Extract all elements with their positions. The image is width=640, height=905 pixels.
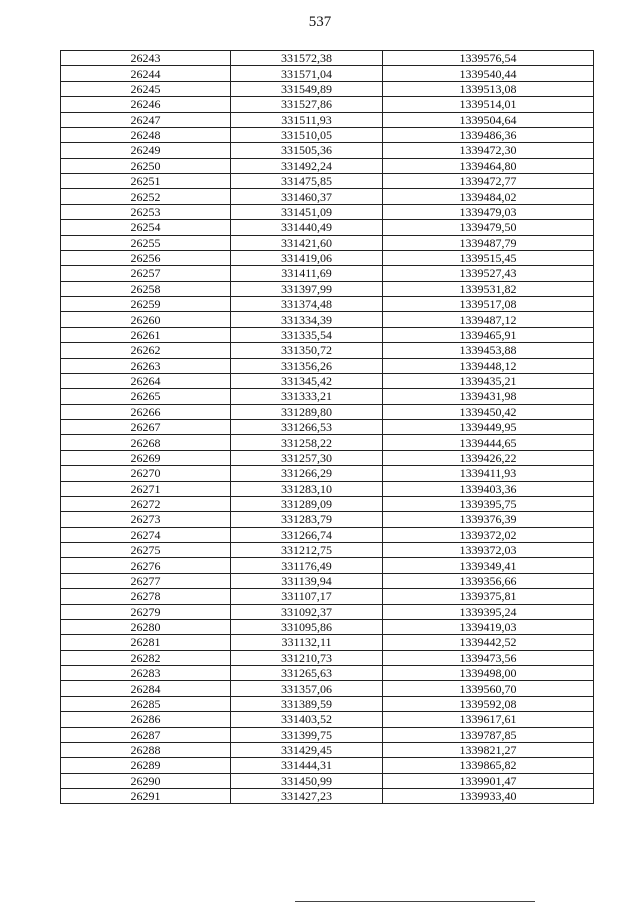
point-number-cell: 26274	[61, 527, 231, 542]
y-coordinate-cell: 1339395,75	[383, 496, 594, 511]
table-row	[61, 527, 594, 542]
x-coordinate-cell: 331335,54	[231, 327, 383, 342]
point-number-cell: 26291	[61, 789, 231, 804]
y-coordinate-cell: 1339517,08	[383, 297, 594, 312]
point-number-cell: 26275	[61, 543, 231, 558]
y-coordinate-cell: 1339426,22	[383, 450, 594, 465]
point-number-cell: 26271	[61, 481, 231, 496]
point-number-cell: 26250	[61, 158, 231, 173]
table-row	[61, 220, 594, 235]
table-row	[61, 635, 594, 650]
x-coordinate-cell: 331527,86	[231, 97, 383, 112]
point-number-cell: 26244	[61, 66, 231, 81]
point-number-cell: 26249	[61, 143, 231, 158]
table-row	[61, 450, 594, 465]
y-coordinate-cell: 1339403,36	[383, 481, 594, 496]
table-row	[61, 773, 594, 788]
table-row	[61, 420, 594, 435]
point-number-cell: 26290	[61, 773, 231, 788]
y-coordinate-cell: 1339472,77	[383, 174, 594, 189]
x-coordinate-cell: 331266,53	[231, 420, 383, 435]
point-number-cell: 26282	[61, 650, 231, 665]
point-number-cell: 26247	[61, 112, 231, 127]
x-coordinate-cell: 331510,05	[231, 127, 383, 142]
point-number-cell: 26281	[61, 635, 231, 650]
x-coordinate-cell: 331429,45	[231, 742, 383, 757]
y-coordinate-cell: 1339395,24	[383, 604, 594, 619]
y-coordinate-cell: 1339372,02	[383, 527, 594, 542]
y-coordinate-cell: 1339448,12	[383, 358, 594, 373]
y-coordinate-cell: 1339479,03	[383, 204, 594, 219]
x-coordinate-cell: 331511,93	[231, 112, 383, 127]
table-row	[61, 727, 594, 742]
x-coordinate-cell: 331095,86	[231, 619, 383, 634]
table-row	[61, 281, 594, 296]
y-coordinate-cell: 1339450,42	[383, 404, 594, 419]
table-row	[61, 66, 594, 81]
table-row	[61, 573, 594, 588]
table-row	[61, 604, 594, 619]
y-coordinate-cell: 1339540,44	[383, 66, 594, 81]
y-coordinate-cell: 1339449,95	[383, 420, 594, 435]
table-row	[61, 789, 594, 804]
y-coordinate-cell: 1339356,66	[383, 573, 594, 588]
point-number-cell: 26289	[61, 758, 231, 773]
table-row	[61, 81, 594, 96]
point-number-cell: 26265	[61, 389, 231, 404]
point-number-cell: 26255	[61, 235, 231, 250]
table-row	[61, 189, 594, 204]
y-coordinate-cell: 1339821,27	[383, 742, 594, 757]
x-coordinate-cell: 331289,09	[231, 496, 383, 511]
y-coordinate-cell: 1339487,12	[383, 312, 594, 327]
y-coordinate-cell: 1339372,03	[383, 543, 594, 558]
table-row	[61, 712, 594, 727]
table-row	[61, 297, 594, 312]
x-coordinate-cell: 331571,04	[231, 66, 383, 81]
x-coordinate-cell: 331210,73	[231, 650, 383, 665]
y-coordinate-cell: 1339560,70	[383, 681, 594, 696]
point-number-cell: 26276	[61, 558, 231, 573]
point-number-cell: 26254	[61, 220, 231, 235]
point-number-cell: 26248	[61, 127, 231, 142]
x-coordinate-cell: 331266,74	[231, 527, 383, 542]
table-row	[61, 558, 594, 573]
point-number-cell: 26268	[61, 435, 231, 450]
y-coordinate-cell: 1339531,82	[383, 281, 594, 296]
x-coordinate-cell: 331450,99	[231, 773, 383, 788]
x-coordinate-cell: 331419,06	[231, 250, 383, 265]
table-row	[61, 696, 594, 711]
table-row	[61, 112, 594, 127]
point-number-cell: 26278	[61, 589, 231, 604]
y-coordinate-cell: 1339487,79	[383, 235, 594, 250]
x-coordinate-cell: 331451,09	[231, 204, 383, 219]
x-coordinate-cell: 331258,22	[231, 435, 383, 450]
table-row	[61, 758, 594, 773]
x-coordinate-cell: 331334,39	[231, 312, 383, 327]
point-number-cell: 26287	[61, 727, 231, 742]
point-number-cell: 26261	[61, 327, 231, 342]
table-row	[61, 650, 594, 665]
x-coordinate-cell: 331357,06	[231, 681, 383, 696]
point-number-cell: 26246	[61, 97, 231, 112]
y-coordinate-cell: 1339514,01	[383, 97, 594, 112]
x-coordinate-cell: 331266,29	[231, 466, 383, 481]
table-row	[61, 666, 594, 681]
table-row	[61, 373, 594, 388]
point-number-cell: 26263	[61, 358, 231, 373]
x-coordinate-cell: 331427,23	[231, 789, 383, 804]
y-coordinate-cell: 1339901,47	[383, 773, 594, 788]
table-row	[61, 435, 594, 450]
table-row	[61, 589, 594, 604]
x-coordinate-cell: 331411,69	[231, 266, 383, 281]
x-coordinate-cell: 331505,36	[231, 143, 383, 158]
point-number-cell: 26279	[61, 604, 231, 619]
y-coordinate-cell: 1339464,80	[383, 158, 594, 173]
table-row	[61, 143, 594, 158]
point-number-cell: 26256	[61, 250, 231, 265]
point-number-cell: 26283	[61, 666, 231, 681]
x-coordinate-cell: 331389,59	[231, 696, 383, 711]
table-row	[61, 250, 594, 265]
table-row	[61, 619, 594, 634]
x-coordinate-cell: 331350,72	[231, 343, 383, 358]
table-row	[61, 358, 594, 373]
table-row	[61, 158, 594, 173]
y-coordinate-cell: 1339444,65	[383, 435, 594, 450]
point-number-cell: 26285	[61, 696, 231, 711]
x-coordinate-cell: 331283,79	[231, 512, 383, 527]
y-coordinate-cell: 1339479,50	[383, 220, 594, 235]
table-row	[61, 343, 594, 358]
y-coordinate-cell: 1339484,02	[383, 189, 594, 204]
point-number-cell: 26288	[61, 742, 231, 757]
x-coordinate-cell: 331460,37	[231, 189, 383, 204]
x-coordinate-cell: 331440,49	[231, 220, 383, 235]
table-row	[61, 466, 594, 481]
table-row	[61, 496, 594, 511]
y-coordinate-cell: 1339592,08	[383, 696, 594, 711]
x-coordinate-cell: 331333,21	[231, 389, 383, 404]
point-number-cell: 26269	[61, 450, 231, 465]
y-coordinate-cell: 1339465,91	[383, 327, 594, 342]
table-row	[61, 235, 594, 250]
x-coordinate-cell: 331397,99	[231, 281, 383, 296]
table-row	[61, 512, 594, 527]
point-number-cell: 26267	[61, 420, 231, 435]
coordinates-table	[60, 50, 594, 804]
y-coordinate-cell: 1339472,30	[383, 143, 594, 158]
table-row	[61, 681, 594, 696]
table-row	[61, 389, 594, 404]
footer-rule	[295, 901, 535, 902]
x-coordinate-cell: 331374,48	[231, 297, 383, 312]
table-row	[61, 327, 594, 342]
point-number-cell: 26257	[61, 266, 231, 281]
point-number-cell: 26270	[61, 466, 231, 481]
x-coordinate-cell: 331492,24	[231, 158, 383, 173]
y-coordinate-cell: 1339453,88	[383, 343, 594, 358]
point-number-cell: 26273	[61, 512, 231, 527]
y-coordinate-cell: 1339431,98	[383, 389, 594, 404]
y-coordinate-cell: 1339933,40	[383, 789, 594, 804]
point-number-cell: 26264	[61, 373, 231, 388]
point-number-cell: 26262	[61, 343, 231, 358]
y-coordinate-cell: 1339376,39	[383, 512, 594, 527]
table-row	[61, 742, 594, 757]
point-number-cell: 26272	[61, 496, 231, 511]
point-number-cell: 26284	[61, 681, 231, 696]
table-row	[61, 404, 594, 419]
y-coordinate-cell: 1339411,93	[383, 466, 594, 481]
y-coordinate-cell: 1339576,54	[383, 51, 594, 66]
y-coordinate-cell: 1339504,64	[383, 112, 594, 127]
x-coordinate-cell: 331475,85	[231, 174, 383, 189]
y-coordinate-cell: 1339617,61	[383, 712, 594, 727]
y-coordinate-cell: 1339787,85	[383, 727, 594, 742]
x-coordinate-cell: 331212,75	[231, 543, 383, 558]
table-row	[61, 127, 594, 142]
x-coordinate-cell: 331549,89	[231, 81, 383, 96]
table-row	[61, 174, 594, 189]
table-row	[61, 97, 594, 112]
page-number: 537	[308, 14, 332, 30]
y-coordinate-cell: 1339498,00	[383, 666, 594, 681]
x-coordinate-cell: 331107,17	[231, 589, 383, 604]
y-coordinate-cell: 1339419,03	[383, 619, 594, 634]
x-coordinate-cell: 331265,63	[231, 666, 383, 681]
x-coordinate-cell: 331403,52	[231, 712, 383, 727]
x-coordinate-cell: 331132,11	[231, 635, 383, 650]
x-coordinate-cell: 331356,26	[231, 358, 383, 373]
point-number-cell: 26251	[61, 174, 231, 189]
x-coordinate-cell: 331572,38	[231, 51, 383, 66]
table-row	[61, 312, 594, 327]
point-number-cell: 26260	[61, 312, 231, 327]
table-row	[61, 204, 594, 219]
x-coordinate-cell: 331283,10	[231, 481, 383, 496]
point-number-cell: 26266	[61, 404, 231, 419]
table-row	[61, 266, 594, 281]
x-coordinate-cell: 331345,42	[231, 373, 383, 388]
y-coordinate-cell: 1339527,43	[383, 266, 594, 281]
x-coordinate-cell: 331444,31	[231, 758, 383, 773]
y-coordinate-cell: 1339349,41	[383, 558, 594, 573]
y-coordinate-cell: 1339865,82	[383, 758, 594, 773]
x-coordinate-cell: 331421,60	[231, 235, 383, 250]
y-coordinate-cell: 1339515,45	[383, 250, 594, 265]
point-number-cell: 26253	[61, 204, 231, 219]
x-coordinate-cell: 331399,75	[231, 727, 383, 742]
y-coordinate-cell: 1339375,81	[383, 589, 594, 604]
x-coordinate-cell: 331139,94	[231, 573, 383, 588]
x-coordinate-cell: 331176,49	[231, 558, 383, 573]
x-coordinate-cell: 331257,30	[231, 450, 383, 465]
x-coordinate-cell: 331092,37	[231, 604, 383, 619]
y-coordinate-cell: 1339513,08	[383, 81, 594, 96]
y-coordinate-cell: 1339486,36	[383, 127, 594, 142]
point-number-cell: 26280	[61, 619, 231, 634]
y-coordinate-cell: 1339442,52	[383, 635, 594, 650]
table-row	[61, 481, 594, 496]
table-row	[61, 543, 594, 558]
point-number-cell: 26277	[61, 573, 231, 588]
y-coordinate-cell: 1339435,21	[383, 373, 594, 388]
point-number-cell: 26258	[61, 281, 231, 296]
x-coordinate-cell: 331289,80	[231, 404, 383, 419]
point-number-cell: 26259	[61, 297, 231, 312]
table-row	[61, 51, 594, 66]
coordinates-table-body	[61, 51, 594, 804]
point-number-cell: 26245	[61, 81, 231, 96]
point-number-cell: 26252	[61, 189, 231, 204]
point-number-cell: 26243	[61, 51, 231, 66]
y-coordinate-cell: 1339473,56	[383, 650, 594, 665]
point-number-cell: 26286	[61, 712, 231, 727]
